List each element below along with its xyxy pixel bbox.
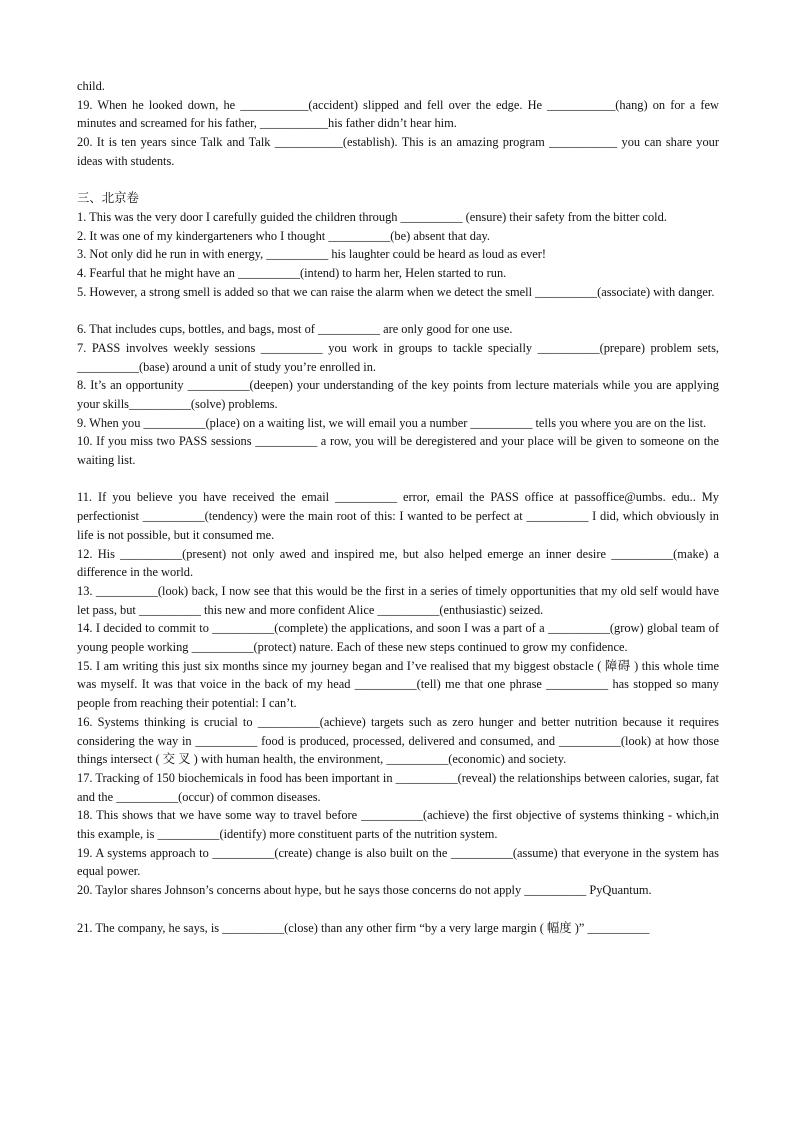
question-19: 19. A systems approach to __________(create) change is also built on the __________(assume) that everyone in the system has equal power. [77,845,719,879]
question-19-top: 19. When he looked down, he ___________(accident) slipped and fell over the edge. He ___________(hang) on for a few minutes and screamed for his father, ___________his father didn’t hear him. [77,97,719,131]
question-9: 9. When you __________(place) on a waiting list, we will email you a number __________ tells you where you are on the list. [77,415,707,430]
question-5: 5. However, a strong smell is added so that we can raise the alarm when we detect the smell __________(associate) with danger. [77,284,715,299]
spacer [77,900,719,919]
section-title: 三、北京卷 [77,191,139,206]
question-12: 12. His __________(present) not only awed and inspired me, but also helped emerge an inner desire __________(make) a difference in the world. [77,546,719,580]
question-1: 1. This was the very door I carefully guided the children through __________ (ensure) their safety from the bitter cold. [77,209,667,224]
question-15: 15. I am writing this just six months since my journey began and I’ve realised that my biggest obstacle ( 障碍 ) this whole time was myself. It was that voice in the back of my head __________(tell) me that one phrase __________ has stopped so many people from reaching their potential: I can’t. [77,658,719,711]
question-10: 10. If you miss two PASS sessions __________ a row, you will be deregistered and your place will be given to someone on the waiting list. [77,434,719,468]
question-21: 21. The company, he says, is __________(close) than any other firm “by a very large margin ( 幅度 )” __________ [77,920,650,935]
spacer [77,171,719,190]
question-11: 11. If you believe you have received the email __________ error, email the PASS office at passoffice@umbs. edu.. My perfectionist __________(tendency) were the main root of this: I wanted to be perfect at __________ I did, which obviously in life is not possible, but it consumed me. [77,490,719,542]
spacer [77,470,719,489]
question-14: 14. I decided to commit to __________(complete) the applications, and soon I was a part of a __________(grow) global team of young people working __________(protect) nature. Each of these new steps continued to grow my confidence. [77,621,719,655]
question-17: 17. Tracking of 150 biochemicals in food has been important in __________(reveal) the relationships between calories, sugar, fat and the __________(occur) of common diseases. [77,770,719,804]
question-18: 18. This shows that we have some way to travel before __________(achieve) the first objective of systems thinking - which,in this example, is __________(identify) more constituent parts of the nutrition system. [77,808,719,842]
question-16: 16. Systems thinking is crucial to __________(achieve) targets such as zero hunger and better nutrition because it requires considering the way in __________ food is produced, processed, delivered and consumed, and __________(look) at how those things intersect ( 交 叉 ) with human health, the environment, __________(economic) and society. [77,714,719,767]
question-20-top: 20. It is ten years since Talk and Talk ___________(establish). This is an amazing program ___________ you can share your ideas with students. [77,135,719,168]
question-7: 7. PASS involves weekly sessions __________ you work in groups to tackle specially __________(prepare) problem sets, __________(base) around a unit of study you’re enrolled in. [77,340,719,374]
question-6: 6. That includes cups, bottles, and bags, most of __________ are only good for one use. [77,322,513,337]
question-8: 8. It’s an opportunity __________(deepen) your understanding of the key points from lecture materials while you are applying your skills__________(solve) problems. [77,378,719,411]
document-body [77,77,719,937]
question-13: 13. __________(look) back, I now see that this would be the first in a series of timely opportunities that my old self would have let pass, but __________ this new and more confident Alice __________(enthusiastic) seized. [77,583,719,617]
question-20: 20. Taylor shares Johnson’s concerns about hype, but he says those concerns do not apply __________ PyQuantum. [77,883,652,898]
question-4: 4. Fearful that he might have an __________(intend) to harm her, Helen started to run. [77,266,507,281]
question-2: 2. It was one of my kindergarteners who I thought __________(be) absent that day. [77,228,490,243]
question-3: 3. Not only did he run in with energy, __________ his laughter could be heard as loud as ever! [77,247,547,262]
spacer [77,301,719,320]
paragraph-child: child. [77,79,105,93]
